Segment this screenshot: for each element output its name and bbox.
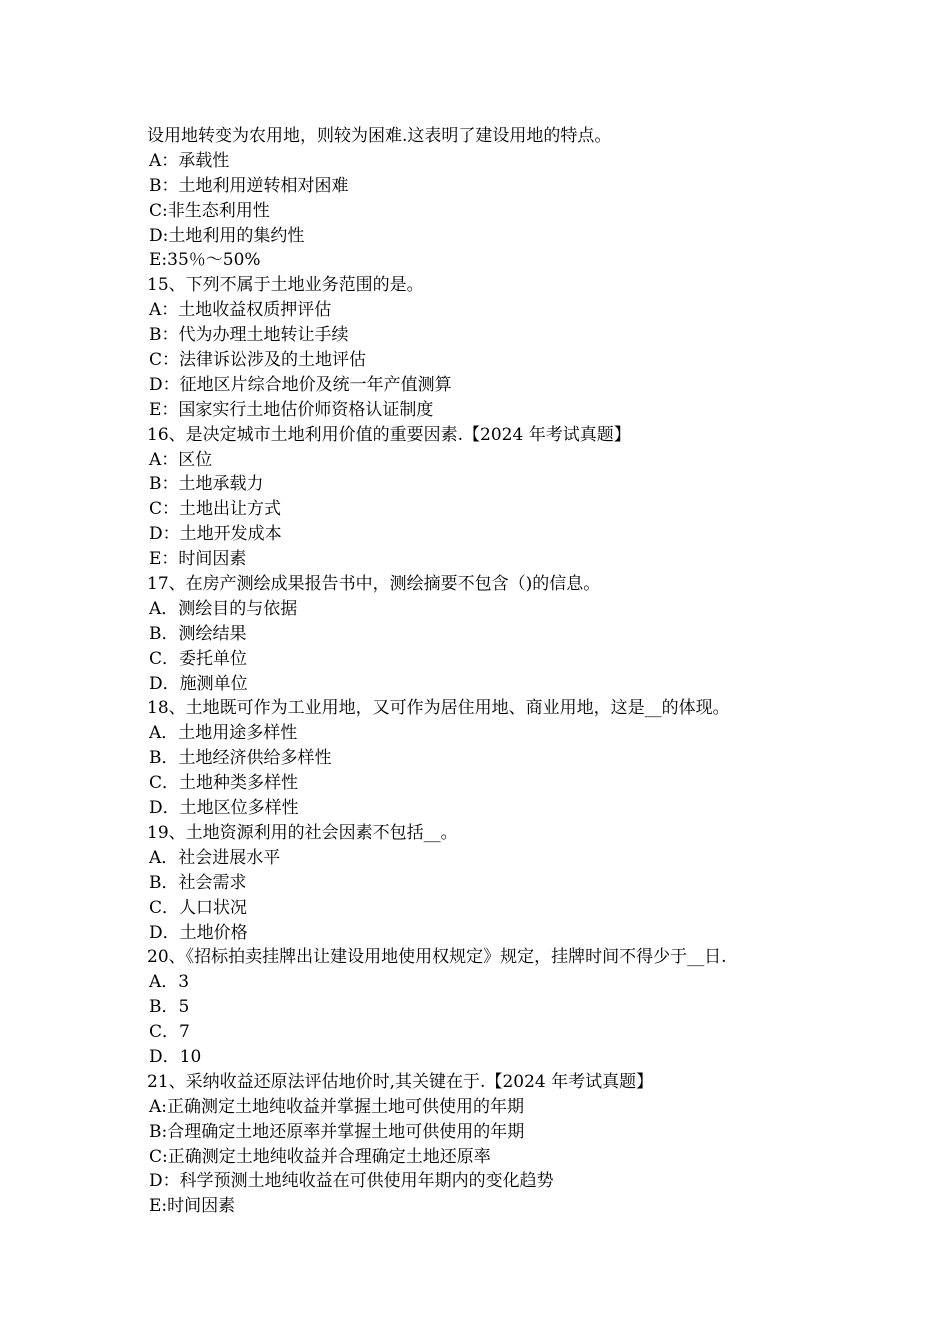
answer-option: A．社会进展水平 <box>149 847 281 868</box>
answer-option: B．社会需求 <box>149 872 247 893</box>
answer-option: A：承载性 <box>149 150 230 171</box>
answer-option: B．土地经济供给多样性 <box>149 748 332 769</box>
question-text: 21、采纳收益还原法评估地价时,其关键在于.【2024 年考试真题】 <box>147 1071 654 1092</box>
answer-option: C．委托单位 <box>149 648 248 669</box>
answer-option: A：区位 <box>149 449 213 470</box>
answer-option: D．施测单位 <box>149 673 248 694</box>
answer-option: B．测绘结果 <box>149 623 247 644</box>
question-text: 16、是决定城市土地利用价值的重要因素.【2024 年考试真题】 <box>147 424 631 445</box>
answer-option: B：土地承载力 <box>149 474 264 495</box>
answer-option: D:土地利用的集约性 <box>149 225 305 246</box>
answer-option: D．10 <box>149 1046 202 1067</box>
answer-option: A．土地用途多样性 <box>149 723 298 744</box>
answer-option: A．3 <box>149 972 190 993</box>
answer-option: E:35％～50% <box>149 250 261 271</box>
question-text: 20、《招标拍卖挂牌出让建设用地使用权规定》规定，挂牌时间不得少于__日. <box>147 947 727 968</box>
answer-option: B．5 <box>149 997 190 1018</box>
document-body <box>147 124 847 1219</box>
answer-option: C：土地出让方式 <box>149 499 282 520</box>
question-text: 设用地转变为农用地，则较为困难.这表明了建设用地的特点。 <box>147 126 612 146</box>
answer-option: C:正确测定土地纯收益并合理确定土地还原率 <box>149 1146 491 1167</box>
answer-option: C:非生态利用性 <box>149 200 270 221</box>
answer-option: E：国家实行土地估价师资格认证制度 <box>149 399 434 420</box>
answer-option: C．土地种类多样性 <box>149 773 299 794</box>
question-text: 19、土地资源利用的社会因素不包括__。 <box>147 822 458 843</box>
answer-option: D：土地开发成本 <box>149 524 282 545</box>
answer-option: C．人口状况 <box>149 897 248 918</box>
answer-option: A:正确测定土地纯收益并掌握土地可供使用的年期 <box>149 1096 525 1117</box>
answer-option: B：土地利用逆转相对困难 <box>149 175 349 196</box>
answer-option: D．土地区位多样性 <box>149 798 299 819</box>
answer-option: B：代为办理土地转让手续 <box>149 325 349 346</box>
answer-option: D．土地价格 <box>149 922 248 943</box>
answer-option: C：法律诉讼涉及的土地评估 <box>149 350 367 371</box>
answer-option: D：科学预测土地纯收益在可供使用年期内的变化趋势 <box>149 1171 554 1192</box>
question-text: 15、下列不属于土地业务范围的是。 <box>147 275 424 296</box>
question-text: 18、土地既可作为工业用地，又可作为居住用地、商业用地，这是__的体现。 <box>147 698 730 719</box>
answer-option: E：时间因素 <box>149 549 247 570</box>
answer-option: B:合理确定土地还原率并掌握土地可供使用的年期 <box>149 1121 525 1142</box>
answer-option: E:时间因素 <box>149 1196 236 1217</box>
answer-option: C．7 <box>149 1022 190 1043</box>
answer-option: A．测绘目的与依据 <box>149 598 298 619</box>
answer-option: A：土地收益权质押评估 <box>149 300 332 321</box>
answer-option: D：征地区片综合地价及统一年产值测算 <box>149 374 452 395</box>
question-text: 17、在房产测绘成果报告书中，测绘摘要不包含（)的信息。 <box>147 574 601 595</box>
